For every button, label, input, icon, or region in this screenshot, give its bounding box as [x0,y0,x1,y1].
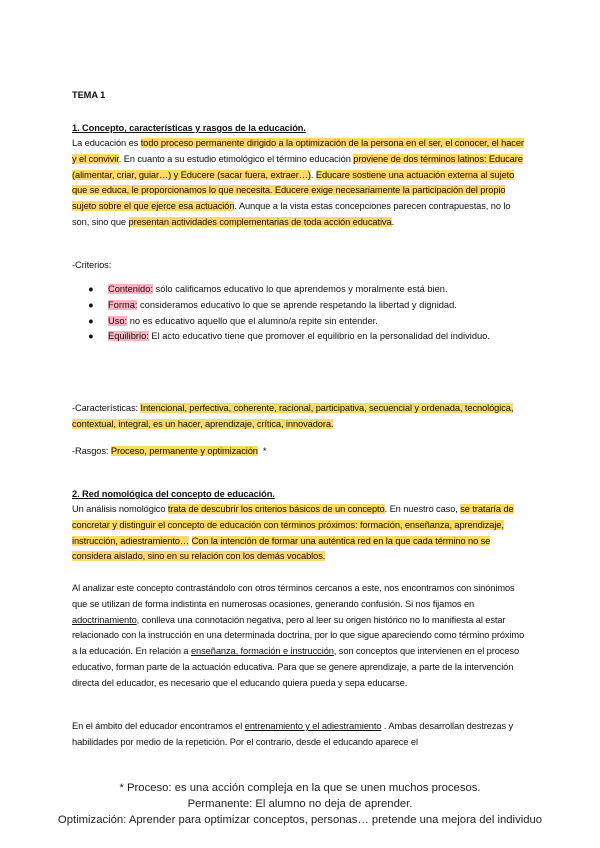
footnote-optimizacion: Optimización: Aprender para optimizar conceptos, personas… pretende una mejora del individuo [57,814,543,826]
rasgos-label: -Rasgos: [72,446,111,456]
list-item [72,314,528,330]
caracteristicas-text: Intencional, perfectiva, coherente, racional, participativa, secuencial y ordenada, tecnológica, contextual, integral, es un hacer, aprendizaje, crítica, innovadora. [72,403,514,429]
criterion-text: no es educativo aquello que el alumno/a repite sin entender. [127,315,378,326]
criterion-term: Uso: [108,315,128,326]
list-item [72,282,528,298]
highlight-run: presentan actividades complementarias de toda acción educativa [128,216,392,227]
criterion-term: Contenido: [108,284,153,294]
section-2-paragraph-3 [72,719,528,751]
footnote-permanente: Permanente: El alumno no deja de aprender. [187,798,413,810]
text-run: . [310,169,316,180]
criterion-term: Forma: [108,299,138,310]
text-run: . Aunque a la vista estas concepciones parecen contrapuestas, no lo son, sino que [72,201,511,227]
highlight-run: proviene de dos términos latinos: Educare (alimentar, criar, guiar…) y Educere (sacar fuera, extraer…) [72,153,523,180]
criterios-label: -Criterios: [72,260,112,270]
criterios-list [72,282,528,345]
text-run: En el ámbito del educador encontramos el [72,721,245,731]
criterion-text: sólo calificamos educativo lo que aprendemos y moralmente está bien. [152,284,448,294]
text-run: Al analizar este concepto contrastándolo con otros términos cercanos a este, nos encontramos con sinónimos que se utilizan de forma indistinta en numerosas ocasiones, generando confusión. Si nos fijamos en [72,583,515,609]
section-2-paragraph-2 [72,581,528,692]
underlined-term: enseñanza, formación e instrucción [190,646,334,657]
text-run: . Ambas desarrollan destrezas y habilidades por medio de la repetición. Por el contrario, desde el educando aparece el [72,721,514,747]
caracteristicas-label: -Características: [72,403,141,413]
text-run: , conlleva una connotación negativa, pero al leer su origen histórico no lo manifiesta al estar relacionado con la instrucción en una determinada doctrina, por lo que sigue apareciendo como término próximo a la educación. En relación a [72,614,525,657]
section-1-paragraph [72,136,528,231]
highlight-run: trata de descubrir los criterios básicos de un concepto [167,504,385,514]
text-run: La educación es [72,138,141,148]
caracteristicas-paragraph [72,401,528,433]
footnote-proceso: * Proceso: es una acción compleja en la que se unen muchos procesos. [119,782,481,794]
highlight-run: Con la intención de formar una auténtica red en la que cada término no se considera aislado, sino en su relación con los demás vocablos. [72,535,491,562]
text-run: . En cuanto a su estudio etimológico el término educación [118,153,354,164]
highlight-run: todo proceso permanente dirigido a la optimización de la persona en el ser, el conocer, el hacer y el convivir [72,138,524,164]
list-item [72,329,528,345]
text-run: Un análisis nomológico [72,504,168,514]
bullet-icon: ● [88,284,94,294]
text-run: . En nuestro caso, [384,504,461,514]
section-2-heading: 2. Red nomológica del concepto de educación. [72,489,275,499]
text-run: , son conceptos que intervienen en el proceso educativo, forman parte de la actuación educativa. Para que se genere aprendizaje, a parte de la intervención directa del educador, es necesario que el educando quiera pueda y sepa educarse. [72,646,520,688]
section-2-paragraph-1 [72,502,528,565]
page-title: TEMA 1 [72,90,106,100]
rasgos-text: Proceso, permanente y optimización [110,446,258,456]
bullet-icon: ● [88,299,94,310]
bullet-icon: ● [88,315,94,326]
highlight-run: Educare sostiene una actuación externa al sujeto que se educa, le proporcionamos lo que necesita. Educere exige necesariamente la participación del propio sujeto sobre el que ejerce esa actuación [72,169,515,212]
criterion-term: Equilibrio: [108,331,149,342]
list-item [72,298,528,314]
underlined-term: adoctrinamiento [72,614,137,625]
underlined-term: entrenamiento y el adiestramiento [244,721,382,731]
text-run: . [391,216,395,227]
section-1-heading: 1. Concepto, características y rasgos de la educación. [72,123,306,133]
footnote-mark: * [262,446,267,456]
criterion-text: consideramos educativo lo que se aprende respetando la libertad y dignidad. [137,299,457,310]
bullet-icon: ● [88,331,94,342]
rasgos-paragraph [72,444,528,460]
highlight-run: se trataría de concretar y distinguir el concepto de educación con términos próximos: formación, enseñanza, aprendizaje, instrucción, adiestramiento… [72,504,514,546]
criterion-text: El acto educativo tiene que promover el equilibrio en la personalidad del individuo. [148,331,490,342]
